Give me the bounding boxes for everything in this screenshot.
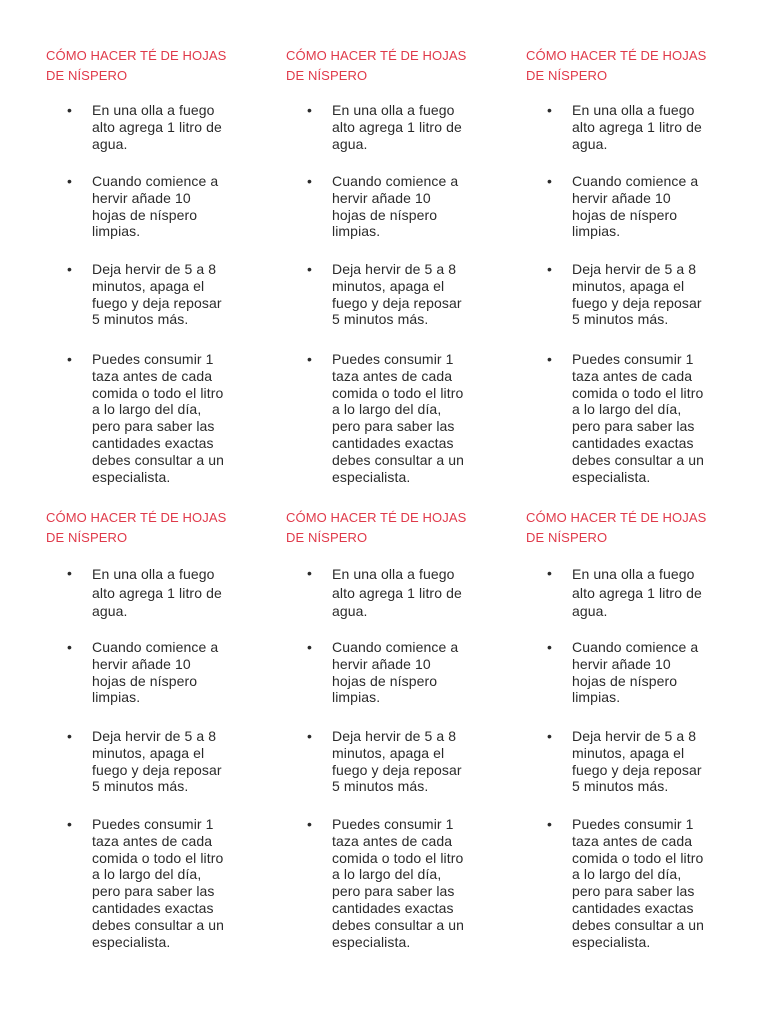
- bullet-icon: •: [67, 639, 72, 655]
- bullet-icon: •: [307, 565, 312, 581]
- bullet-icon: •: [547, 728, 552, 744]
- step-text: Cuando comience a hervir añade 10 hojas de níspero limpias.: [332, 173, 459, 240]
- step-text: Cuando comience a hervir añade 10 hojas de níspero limpias.: [332, 639, 459, 706]
- step-text: En una olla a fuego alto agrega 1 litro de agua.: [572, 566, 702, 619]
- step-text: Deja hervir de 5 a 8 minutos, apaga el fuego y deja reposar 5 minutos más.: [572, 728, 702, 795]
- bullet-icon: •: [547, 816, 552, 832]
- recipe-card: [46, 46, 251, 485]
- step-text: Puedes consumir 1 taza antes de cada comida o todo el litro a lo largo del día, pero para saber las cantidades exactas debes consultar a un especialista.: [332, 816, 464, 950]
- card-title: CÓMO HACER TÉ DE HOJAS DE NÍSPERO: [286, 510, 467, 545]
- step-text: Cuando comience a hervir añade 10 hojas de níspero limpias.: [572, 639, 699, 706]
- bullet-icon: •: [547, 102, 552, 118]
- recipe-card: [286, 508, 491, 950]
- bullet-icon: •: [307, 173, 312, 189]
- card-title: CÓMO HACER TÉ DE HOJAS DE NÍSPERO: [526, 48, 707, 83]
- bullet-icon: •: [67, 102, 72, 118]
- bullet-icon: •: [307, 261, 312, 277]
- step-text: Puedes consumir 1 taza antes de cada comida o todo el litro a lo largo del día, pero para saber las cantidades exactas debes consultar a un especialista.: [572, 351, 704, 485]
- recipe-card: [526, 46, 731, 485]
- bullet-icon: •: [67, 728, 72, 744]
- step-text: Puedes consumir 1 taza antes de cada comida o todo el litro a lo largo del día, pero para saber las cantidades exactas debes consultar a un especialista.: [92, 816, 224, 950]
- bullet-icon: •: [547, 261, 552, 277]
- bullet-icon: •: [547, 639, 552, 655]
- card-title: CÓMO HACER TÉ DE HOJAS DE NÍSPERO: [526, 510, 707, 545]
- step-text: En una olla a fuego alto agrega 1 litro de agua.: [92, 102, 222, 152]
- step-text: Cuando comience a hervir añade 10 hojas de níspero limpias.: [92, 173, 219, 240]
- card-title: CÓMO HACER TÉ DE HOJAS DE NÍSPERO: [46, 510, 227, 545]
- step-text: En una olla a fuego alto agrega 1 litro de agua.: [92, 566, 222, 619]
- bullet-icon: •: [307, 639, 312, 655]
- bullet-icon: •: [307, 816, 312, 832]
- step-text: Deja hervir de 5 a 8 minutos, apaga el fuego y deja reposar 5 minutos más.: [572, 261, 702, 328]
- bullet-icon: •: [307, 102, 312, 118]
- bullet-icon: •: [67, 565, 72, 581]
- bullet-icon: •: [307, 728, 312, 744]
- step-text: Puedes consumir 1 taza antes de cada comida o todo el litro a lo largo del día, pero para saber las cantidades exactas debes consultar a un especialista.: [572, 816, 704, 950]
- step-text: En una olla a fuego alto agrega 1 litro de agua.: [332, 102, 462, 152]
- card-title: CÓMO HACER TÉ DE HOJAS DE NÍSPERO: [46, 48, 227, 83]
- bullet-icon: •: [67, 351, 72, 367]
- recipe-card: [46, 508, 251, 950]
- bullet-icon: •: [547, 351, 552, 367]
- step-text: Puedes consumir 1 taza antes de cada comida o todo el litro a lo largo del día, pero para saber las cantidades exactas debes consultar a un especialista.: [92, 351, 224, 485]
- step-text: Deja hervir de 5 a 8 minutos, apaga el fuego y deja reposar 5 minutos más.: [92, 728, 222, 795]
- step-text: Deja hervir de 5 a 8 minutos, apaga el fuego y deja reposar 5 minutos más.: [332, 261, 462, 328]
- bullet-icon: •: [547, 565, 552, 581]
- bullet-icon: •: [67, 816, 72, 832]
- recipe-card: [526, 508, 731, 950]
- bullet-icon: •: [67, 173, 72, 189]
- step-text: Puedes consumir 1 taza antes de cada comida o todo el litro a lo largo del día, pero para saber las cantidades exactas debes consultar a un especialista.: [332, 351, 464, 485]
- step-text: Cuando comience a hervir añade 10 hojas de níspero limpias.: [92, 639, 219, 706]
- step-text: Deja hervir de 5 a 8 minutos, apaga el fuego y deja reposar 5 minutos más.: [92, 261, 222, 328]
- step-text: Cuando comience a hervir añade 10 hojas de níspero limpias.: [572, 173, 699, 240]
- step-text: En una olla a fuego alto agrega 1 litro de agua.: [332, 566, 462, 619]
- bullet-icon: •: [67, 261, 72, 277]
- bullet-icon: •: [547, 173, 552, 189]
- bullet-icon: •: [307, 351, 312, 367]
- step-text: Deja hervir de 5 a 8 minutos, apaga el fuego y deja reposar 5 minutos más.: [332, 728, 462, 795]
- recipe-card: [286, 46, 491, 485]
- step-text: En una olla a fuego alto agrega 1 litro de agua.: [572, 102, 702, 152]
- card-title: CÓMO HACER TÉ DE HOJAS DE NÍSPERO: [286, 48, 467, 83]
